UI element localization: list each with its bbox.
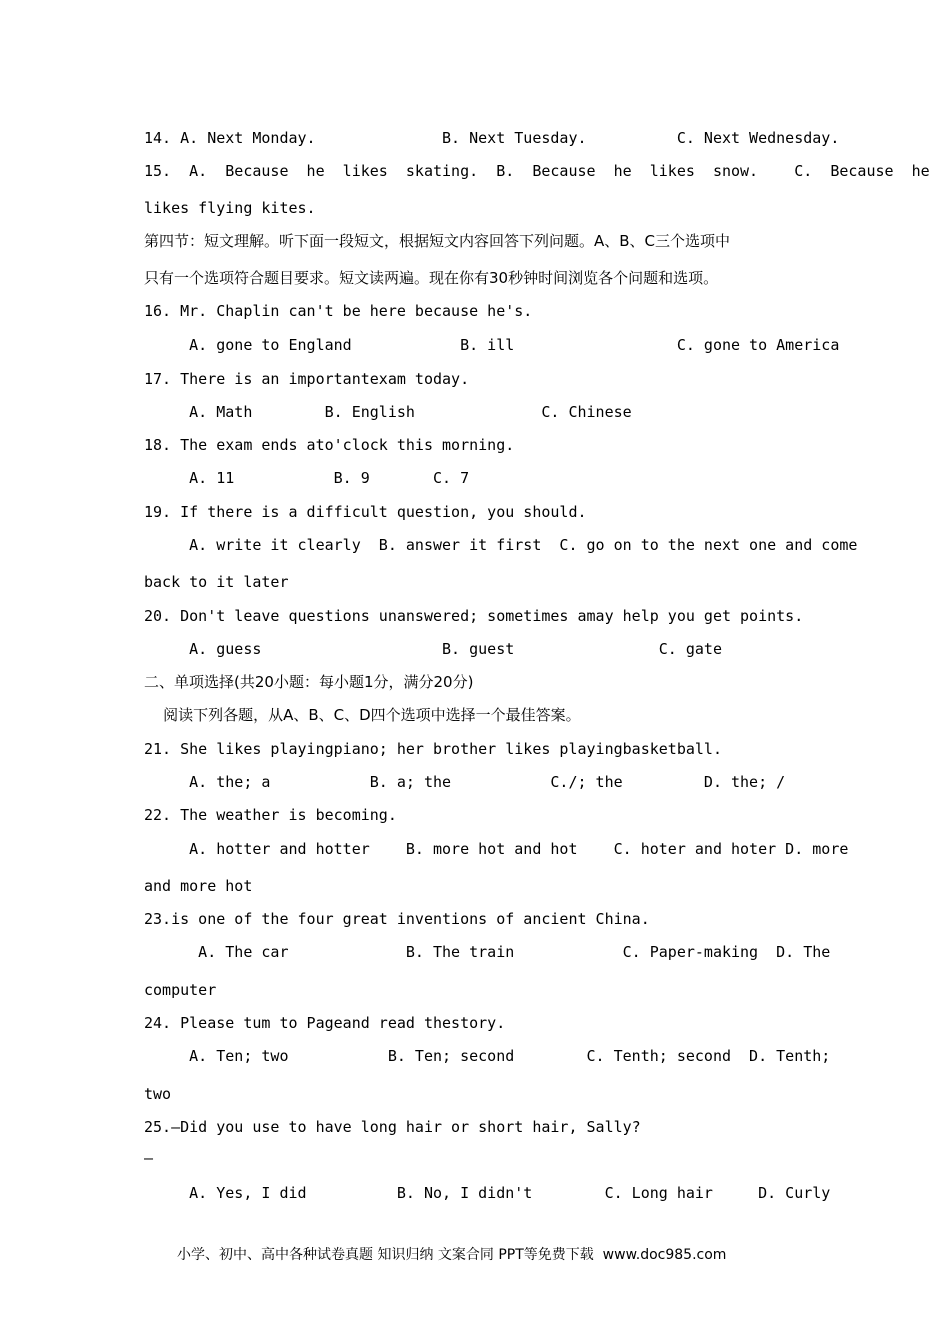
q24-options-cont: two	[144, 1085, 172, 1103]
q18-stem: 18. The exam ends ato'clock this morning.	[144, 436, 515, 454]
q24-options: A. Ten; two B. Ten; second C. Tenth; second D. Tenth;	[144, 1047, 831, 1065]
q19-stem: 19. If there is a difficult question, you should.	[144, 503, 587, 521]
part2-instructions: 阅读下列各题，从A、B、C、D四个选项中选择一个最佳答案。	[144, 706, 581, 724]
q24-stem: 24. Please tum to Pageand read thestory.	[144, 1014, 506, 1032]
q22-options-cont: and more hot	[144, 877, 253, 895]
q23-options-cont: computer	[144, 981, 217, 999]
q17-options: A. Math B. English C. Chinese	[144, 403, 632, 421]
q21-options: A. the; a B. a; the C./; the D. the; /	[144, 773, 786, 791]
q23-stem: 23.is one of the four great inventions of ancient China.	[144, 910, 650, 928]
q20-options: A. guess B. guest C. gate	[144, 640, 722, 658]
q14-options: 14. A. Next Monday. B. Next Tuesday. C. Next Wednesday.	[144, 129, 840, 147]
q25-answer-blank: —	[144, 1149, 154, 1167]
q15-options: 15. A. Because he likes skating. B. Because he likes snow. C. Because he	[144, 162, 930, 180]
q18-options: A. 11 B. 9 C. 7	[144, 469, 470, 487]
q22-options: A. hotter and hotter B. more hot and hot C. hoter and hoter D. more	[144, 840, 849, 858]
q16-stem: 16. Mr. Chaplin can't be here because he's.	[144, 302, 533, 320]
q15-options-cont: likes flying kites.	[144, 199, 316, 217]
page-footer: 小学、初中、高中各种试卷真题 知识归纳 文案合同 PPT等免费下载 www.doc985.com	[177, 1247, 727, 1263]
section4-instructions-1: 第四节：短文理解。听下面一段短文，根据短文内容回答下列问题。A、B、C三个选项中	[144, 232, 731, 250]
q22-stem: 22. The weather is becoming.	[144, 806, 397, 824]
q19-options-cont: back to it later	[144, 573, 289, 591]
q19-options: A. write it clearly B. answer it first C. go on to the next one and come	[144, 536, 858, 554]
q16-options: A. gone to England B. ill C. gone to America	[144, 336, 840, 354]
q21-stem: 21. She likes playingpiano; her brother likes playingbasketball.	[144, 740, 722, 758]
q25-stem: 25.—Did you use to have long hair or short hair, Sally?	[144, 1118, 641, 1136]
q20-stem: 20. Don't leave questions unanswered; sometimes amay help you get points.	[144, 607, 804, 625]
q17-stem: 17. There is an importantexam today.	[144, 370, 470, 388]
section4-instructions-2: 只有一个选项符合题目要求。短文读两遍。现在你有30秒钟时间浏览各个问题和选项。	[144, 269, 719, 287]
part2-heading: 二、单项选择(共20小题：每小题1分，满分20分)	[144, 673, 474, 691]
q23-options: A. The car B. The train C. Paper-making D. The	[144, 943, 831, 961]
q25-options: A. Yes, I did B. No, I didn't C. Long hair D. Curly	[144, 1184, 831, 1202]
